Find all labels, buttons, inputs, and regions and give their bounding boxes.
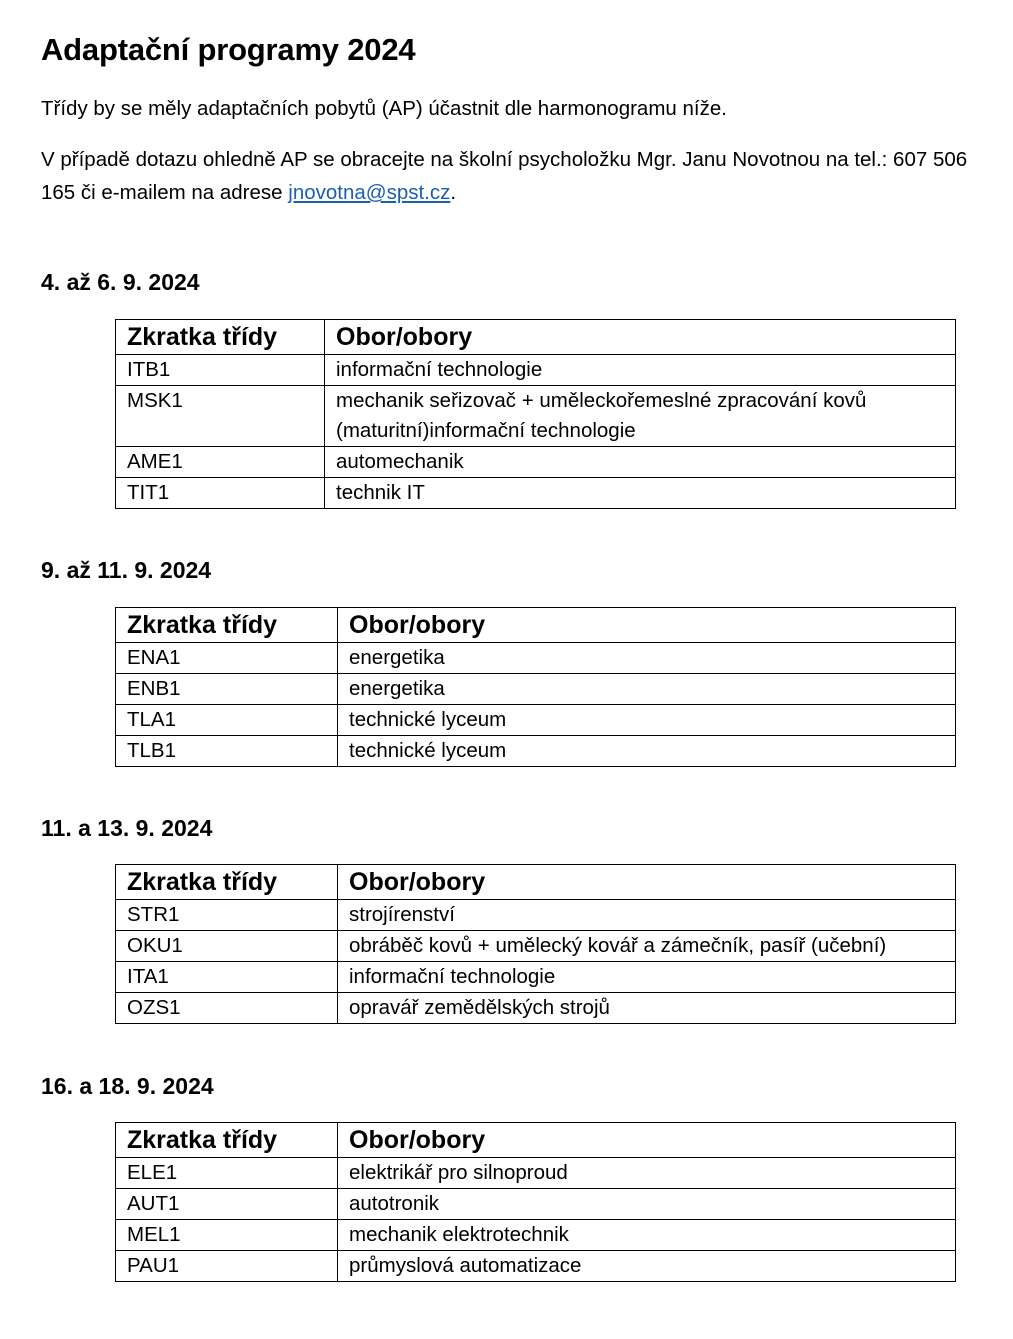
class-code-cell: OKU1 (116, 931, 338, 962)
class-code-cell: ENA1 (116, 643, 338, 674)
section-date-heading: 11. a 13. 9. 2024 (41, 815, 213, 841)
intro-paragraph: Třídy by se měly adaptačních pobytů (AP) účastnit dle harmonogramu níže. (41, 97, 727, 120)
program-cell: technik IT (325, 478, 956, 509)
schedule-table (115, 1122, 956, 1282)
table-header-row (116, 1123, 956, 1158)
contact-end: . (450, 181, 457, 204)
class-code-cell: ITA1 (116, 962, 338, 993)
table-row (116, 478, 956, 509)
program-cell: technické lyceum (338, 736, 956, 767)
table-header-row (116, 865, 956, 900)
table-row (116, 355, 956, 386)
header-programs: Obor/obory (338, 608, 956, 643)
header-programs: Obor/obory (338, 865, 956, 900)
class-code-cell: ITB1 (116, 355, 325, 386)
program-cell: automechanik (325, 447, 956, 478)
header-class-code: Zkratka třídy (116, 320, 325, 355)
section-date-heading: 16. a 18. 9. 2024 (41, 1073, 214, 1099)
class-code-cell: TLA1 (116, 705, 338, 736)
class-code-cell: PAU1 (116, 1251, 338, 1282)
table-row (116, 1189, 956, 1220)
program-cell: obráběč kovů + umělecký kovář a zámečník, pasíř (učební) (338, 931, 956, 962)
header-programs: Obor/obory (325, 320, 956, 355)
table-row (116, 386, 956, 447)
program-cell: energetika (338, 643, 956, 674)
program-cell: mechanik elektrotechnik (338, 1220, 956, 1251)
program-cell: informační technologie (338, 962, 956, 993)
class-code-cell: OZS1 (116, 993, 338, 1024)
table-row (116, 993, 956, 1024)
table-row (116, 447, 956, 478)
table-row (116, 1220, 956, 1251)
class-code-cell: MSK1 (116, 386, 325, 447)
contact-paragraph (41, 143, 991, 209)
table-row (116, 1158, 956, 1189)
class-code-cell: AME1 (116, 447, 325, 478)
program-cell: opravář zemědělských strojů (338, 993, 956, 1024)
table-row (116, 736, 956, 767)
contact-text: V případě dotazu ohledně AP se obracejte na školní psycholožku Mgr. Janu Novotnou na tel.: 607 506 165 či e-mailem na adrese (41, 148, 968, 204)
program-cell: mechanik seřizovač + uměleckořemeslné zpracování kovů (maturitní)informační technologie (325, 386, 956, 447)
class-code-cell: TIT1 (116, 478, 325, 509)
table-row (116, 900, 956, 931)
table-row (116, 931, 956, 962)
program-cell: autotronik (338, 1189, 956, 1220)
table-row (116, 674, 956, 705)
class-code-cell: MEL1 (116, 1220, 338, 1251)
header-class-code: Zkratka třídy (116, 865, 338, 900)
page-title: Adaptační programy 2024 (41, 32, 416, 67)
section-date-heading: 9. až 11. 9. 2024 (41, 557, 212, 583)
class-code-cell: ELE1 (116, 1158, 338, 1189)
email-link[interactable]: jnovotna@spst.cz (288, 181, 451, 204)
class-code-cell: ENB1 (116, 674, 338, 705)
header-programs: Obor/obory (338, 1123, 956, 1158)
table-header-row (116, 320, 956, 355)
program-cell: elektrikář pro silnoproud (338, 1158, 956, 1189)
section-date-heading: 4. až 6. 9. 2024 (41, 269, 200, 295)
class-code-cell: STR1 (116, 900, 338, 931)
schedule-table (115, 864, 956, 1024)
header-class-code: Zkratka třídy (116, 608, 338, 643)
program-cell: informační technologie (325, 355, 956, 386)
program-cell: energetika (338, 674, 956, 705)
schedule-table (115, 319, 956, 509)
class-code-cell: AUT1 (116, 1189, 338, 1220)
class-code-cell: TLB1 (116, 736, 338, 767)
schedule-table (115, 607, 956, 767)
header-class-code: Zkratka třídy (116, 1123, 338, 1158)
table-row (116, 962, 956, 993)
table-row (116, 643, 956, 674)
table-header-row (116, 608, 956, 643)
program-cell: strojírenství (338, 900, 956, 931)
table-row (116, 1251, 956, 1282)
program-cell: průmyslová automatizace (338, 1251, 956, 1282)
table-row (116, 705, 956, 736)
program-cell: technické lyceum (338, 705, 956, 736)
